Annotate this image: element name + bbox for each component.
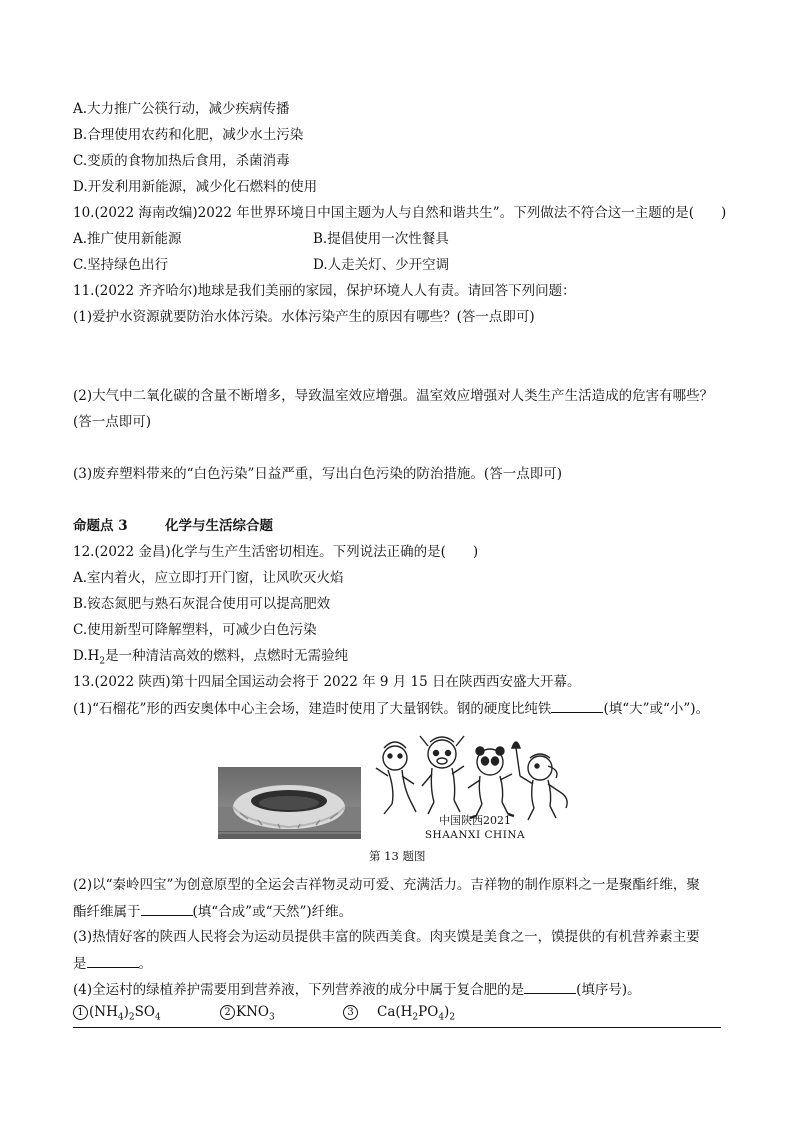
stadium-photo <box>218 767 361 839</box>
q9-option-b: B.合理使用农药和化肥，减少水土污染 <box>73 127 304 143</box>
q13-stem: 13.(2022 陕西)第十四届全国运动会将于 2022 年 9 月 15 日在陕西西安盛大开幕。 <box>73 674 581 690</box>
q12-option-d: $D.H_2$是一种清洁高效的燃料，点燃时无需验纯 <box>73 648 349 667</box>
q13-option-2: 2 $KNO_3$ <box>220 1004 275 1023</box>
q10-option-c: C.坚持绿色出行 <box>73 257 169 273</box>
q13-part-2: (2)以“秦岭四宝”为创意原型的全运会吉祥物灵动可爱、充满活力。吉祥物的制作原料之一是聚酯纤维，聚 <box>73 877 700 893</box>
section-title: 化学与生活综合题 <box>165 518 273 534</box>
q13-part-3: (3)热情好客的陕西人民将会为运动员提供丰富的陕西美食。肉夹馍是美食之一，馍提供的有机营养素主要 <box>73 929 700 945</box>
section-label: 命题点 3 <box>73 518 128 534</box>
q13-option-1: 1 $(NH_4)_2SO_4$ <box>73 1004 161 1023</box>
q12-option-a: A.室内着火，应立即打开门窗，让风吹灭火焰 <box>73 570 344 586</box>
q13-part-4: (4)全运村的绿植养护需要用到营养液，下列营养液的成分中属于复合肥的是 (填序号)。 <box>73 979 641 1000</box>
q13-part-3-cont: 是 。 <box>73 953 152 974</box>
q11-stem: 11.(2022 齐齐哈尔)地球是我们美丽的家园，保护环境人人有责。请回答下列问题： <box>73 283 576 299</box>
q12-option-c: C.使用新型可降解塑料，可减少白色污染 <box>73 622 317 638</box>
q13-option-3: 3 $Ca(H_2PO_4)_2$ <box>343 1004 455 1023</box>
q9-option-d: D.开发利用新能源，减少化石燃料的使用 <box>73 179 318 195</box>
figure-caption: 第 13 题图 <box>369 849 426 863</box>
answer-blank[interactable] <box>524 979 576 994</box>
q10-row-1 <box>73 229 449 249</box>
mascots-illustration <box>370 728 580 840</box>
q11-part-2-cont: (答一点即可) <box>73 414 152 430</box>
answer-blank[interactable] <box>551 698 603 713</box>
q13-part-1: (1)“石榴花”形的西安奥体中心主会场，建造时使用了大量钢铁。钢的硬度比纯铁 (填“大”或“小”)。 <box>73 698 709 719</box>
q10-stem: 10.(2022 海南改编)2022 年世界环境日中国主题为人与自然和谐共生”。下列做法不符合这一主题的是( ) <box>73 205 727 221</box>
figure-text-chinese: 中国陕西2021 <box>439 814 511 827</box>
answer-blank[interactable] <box>141 901 193 916</box>
q12-stem: 12.(2022 金昌)化学与生产生活密切相连。下列说法正确的是( ) <box>73 544 479 560</box>
q11-part-2: (2)大气中二氧化碳的含量不断增多，导致温室效应增强。温室效应增强对人类生产生活造成的危害有哪些？ <box>73 388 714 404</box>
answer-blank[interactable] <box>87 953 139 968</box>
section-heading <box>73 516 273 536</box>
q11-part-3: (3)废弃塑料带来的“白色污染”日益严重，写出白色污染的防治措施。(答一点即可) <box>73 466 562 482</box>
q10-option-b: B.提倡使用一次性餐具 <box>313 231 449 247</box>
q9-option-c: C.变质的食物加热后食用，杀菌消毒 <box>73 153 290 169</box>
figure-text-english: SHAANXI CHINA <box>424 829 526 840</box>
q10-option-a: A.推广使用新能源 <box>73 231 182 247</box>
bottom-rule <box>73 1027 721 1028</box>
q9-option-a: A.大力推广公筷行动，减少疾病传播 <box>73 101 290 117</box>
q13-part-2-cont: 酯纤维属于 (填“合成”或“天然”)纤维。 <box>73 901 352 922</box>
q12-option-b: B.铵态氮肥与熟石灰混合使用可以提高肥效 <box>73 596 331 612</box>
q10-option-d: D.人走关灯、少开空调 <box>313 257 450 273</box>
q10-row-2 <box>73 255 450 275</box>
q11-part-1: (1)爱护水资源就要防治水体污染。水体污染产生的原因有哪些？(答一点即可) <box>73 309 535 325</box>
